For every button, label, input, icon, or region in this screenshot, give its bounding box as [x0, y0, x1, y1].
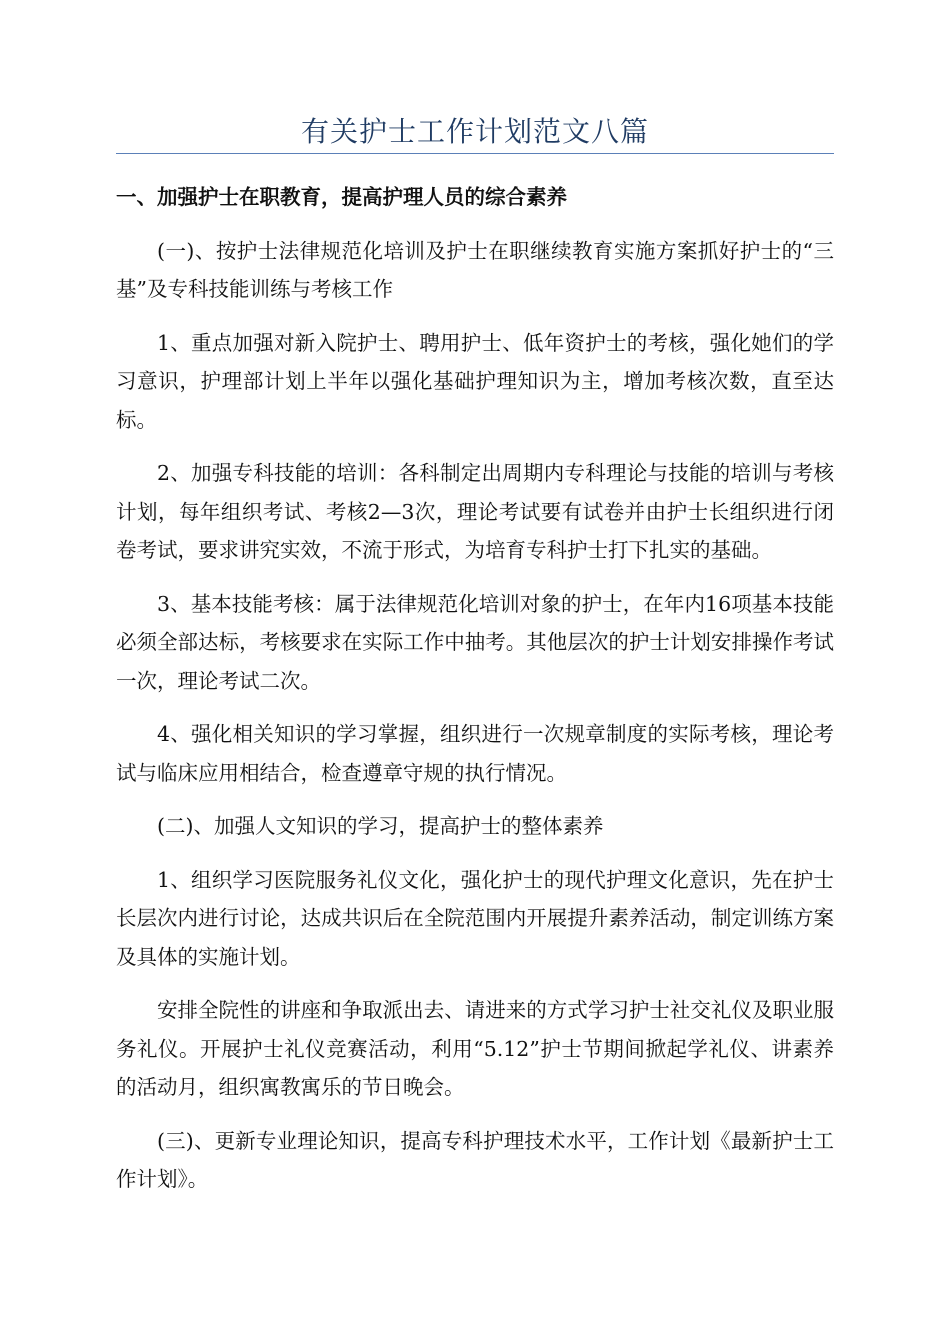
paragraph: 1、重点加强对新入院护士、聘用护士、低年资护士的考核，强化她们的学习意识，护理部计划上半年以强化基础护理知识为主，增加考核次数，直至达标。 — [116, 330, 834, 432]
paragraph: 2、加强专科技能的培训：各科制定出周期内专科理论与技能的培训与考核计划，每年组织考试、考核2—3次，理论考试要有试卷并由护士长组织进行闭卷考试，要求讲究实效，不流于形式，为培育专科护士打下扎实的基础。 — [116, 461, 834, 562]
paragraph: 1、组织学习医院服务礼仪文化，强化护士的现代护理文化意识，先在护士长层次内进行讨论，达成共识后在全院范围内开展提升素养活动，制定训练方案及具体的实施计划。 — [116, 867, 834, 969]
section-heading: 一、加强护士在职教育，提高护理人员的综合素养 — [116, 185, 567, 209]
title-underline — [116, 153, 834, 154]
paragraph: 4、强化相关知识的学习掌握，组织进行一次规章制度的实际考核，理论考试与临床应用相结合，检查遵章守规的执行情况。 — [116, 722, 834, 785]
document-title: 有关护士工作计划范文八篇 — [300, 115, 649, 148]
paragraph: 安排全院性的讲座和争取派出去、请进来的方式学习护士社交礼仪及职业服务礼仪。开展护士礼仪竞赛活动，利用“5.12”护士节期间掀起学礼仪、讲素养的活动月，组织寓教寓乐的节日晚会。 — [116, 998, 834, 1099]
paragraph: (一)、按护士法律规范化培训及护士在职继续教育实施方案抓好护士的“三基”及专科技能训练与考核工作 — [116, 238, 834, 301]
paragraph: (三)、更新专业理论知识，提高专科护理技术水平，工作计划《最新护士工作计划》。 — [116, 1128, 834, 1191]
paragraph: 3、基本技能考核：属于法律规范化培训对象的护士，在年内16项基本技能必须全部达标，考核要求在实际工作中抽考。其他层次的护士计划安排操作考试一次，理论考试二次。 — [116, 591, 834, 693]
document-body — [116, 178, 834, 1214]
paragraph: (二)、加强人文知识的学习，提高护士的整体素养 — [157, 814, 604, 838]
